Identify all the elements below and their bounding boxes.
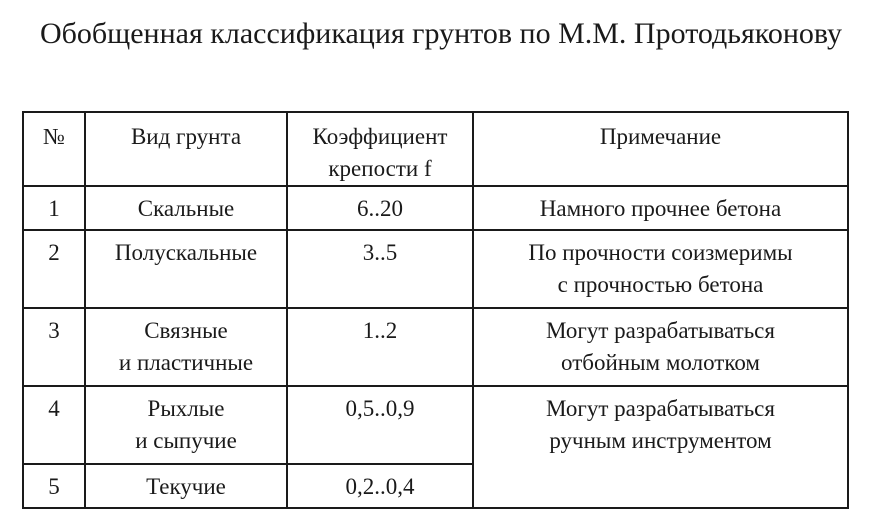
cell-note: По прочности соизмеримы с прочностью бетона: [473, 230, 848, 308]
cell-type: Текучие: [85, 464, 287, 508]
table-row: [23, 308, 848, 386]
table-row: [23, 386, 848, 464]
header-type: Вид грунта: [85, 112, 287, 186]
header-note: Примечание: [473, 112, 848, 186]
cell-type: Полускальные: [85, 230, 287, 308]
cell-num: 1: [23, 186, 85, 230]
cell-num: 5: [23, 464, 85, 508]
soil-classification-table: [22, 111, 849, 509]
cell-num: 3: [23, 308, 85, 386]
cell-note: Могут разрабатываться ручным инструментом: [473, 386, 848, 508]
header-coef: Коэффициент крепости f: [287, 112, 473, 186]
cell-coef: 3..5: [287, 230, 473, 308]
cell-coef: 0,2..0,4: [287, 464, 473, 508]
table-header-row: [23, 112, 848, 186]
cell-type: Связные и пластичные: [85, 308, 287, 386]
cell-coef: 0,5..0,9: [287, 386, 473, 464]
cell-coef: 1..2: [287, 308, 473, 386]
cell-type: Скальные: [85, 186, 287, 230]
cell-note: Могут разрабатываться отбойным молотком: [473, 308, 848, 386]
cell-num: 2: [23, 230, 85, 308]
cell-num: 4: [23, 386, 85, 464]
header-num: №: [23, 112, 85, 186]
cell-type: Рыхлые и сыпучие: [85, 386, 287, 464]
cell-note: Намного прочнее бетона: [473, 186, 848, 230]
cell-coef: 6..20: [287, 186, 473, 230]
table-row: [23, 186, 848, 230]
table-row: [23, 230, 848, 308]
page-title: Обобщенная классификация грунтов по М.М. Протодьяконову: [39, 17, 843, 50]
